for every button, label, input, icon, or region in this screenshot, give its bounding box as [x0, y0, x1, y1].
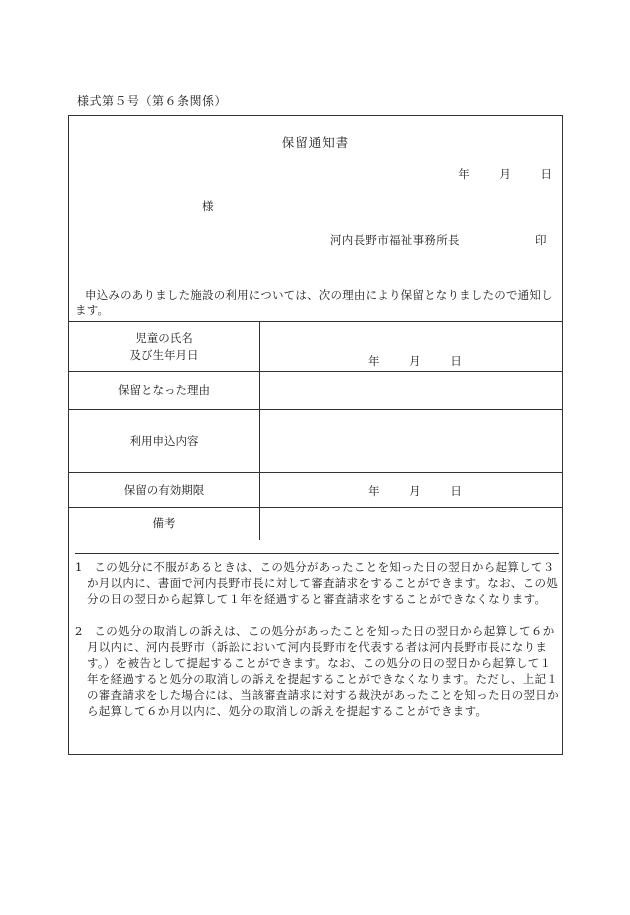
- child-value-cell[interactable]: [260, 322, 563, 372]
- validity-date: [368, 483, 488, 499]
- info-table: [69, 321, 562, 540]
- note-1: 1 この処分に不服があるときは、この処分があったことを知った日の翌日から起算して３か月以内に、書面で河内長野市長に対して審査請求をすることができます。なお、この処分の日の翌日から起算して１年を経過すると審査請求をすることができなくなります。: [75, 560, 559, 606]
- month-label: 月: [409, 484, 421, 498]
- notes-section: [75, 553, 559, 718]
- child-label-line2: 及び生年月日: [129, 347, 199, 362]
- table-row-reason: [69, 372, 562, 410]
- child-birth-date: [368, 353, 488, 369]
- validity-label: 保留の有効期限: [69, 473, 260, 508]
- child-label: [69, 322, 260, 372]
- child-label-line1: 児童の氏名: [135, 330, 193, 345]
- recipient-suffix: 様: [202, 199, 214, 213]
- issue-date: [432, 166, 552, 182]
- remarks-label: 備考: [69, 508, 260, 540]
- remarks-value-cell[interactable]: [260, 508, 563, 540]
- document-title: 保留通知書: [281, 135, 350, 150]
- validity-value-cell[interactable]: [260, 473, 563, 508]
- table-row-request: [69, 410, 562, 473]
- year-label: 年: [368, 484, 380, 498]
- day-label: 日: [540, 167, 552, 181]
- year-label: 年: [368, 354, 380, 368]
- request-label: 利用申込内容: [69, 410, 260, 473]
- reason-label: 保留となった理由: [69, 372, 260, 410]
- intro-text: 申込みのありました施設の利用については、次の理由により保留となりましたので通知します。: [75, 288, 553, 317]
- month-label: 月: [409, 354, 421, 368]
- notice-form: [68, 115, 563, 755]
- table-row-remarks: [69, 508, 562, 540]
- request-value-cell[interactable]: [260, 410, 563, 473]
- table-row-validity: [69, 473, 562, 508]
- seal-mark: 印: [535, 233, 547, 247]
- day-label: 日: [450, 484, 462, 498]
- day-label: 日: [450, 354, 462, 368]
- table-row-child: [69, 322, 562, 372]
- sender-name: 河内長野市福祉事務所長: [330, 233, 460, 247]
- year-label: 年: [458, 167, 470, 181]
- reason-value-cell[interactable]: [260, 372, 563, 410]
- form-number: 様式第５号（第６条関係）: [77, 94, 228, 108]
- month-label: 月: [499, 167, 511, 181]
- note-2: 2 この処分の取消しの訴えは、この処分があったことを知った日の翌日から起算して６か月以内に、河内長野市（訴訟において河内長野市を代表する者は河内長野市長になります。）を被告として提起することができます。なお、この処分の日の翌日から起算して１年を経過すると処分の取消しの訴えを提起することができなくなります。ただし、上記１の審査請求をした場合には、当該審査請求に対する裁決があったことを知った日の翌日から起算して６か月以内に、処分の取消しの訴えを提起することができます。: [75, 624, 559, 718]
